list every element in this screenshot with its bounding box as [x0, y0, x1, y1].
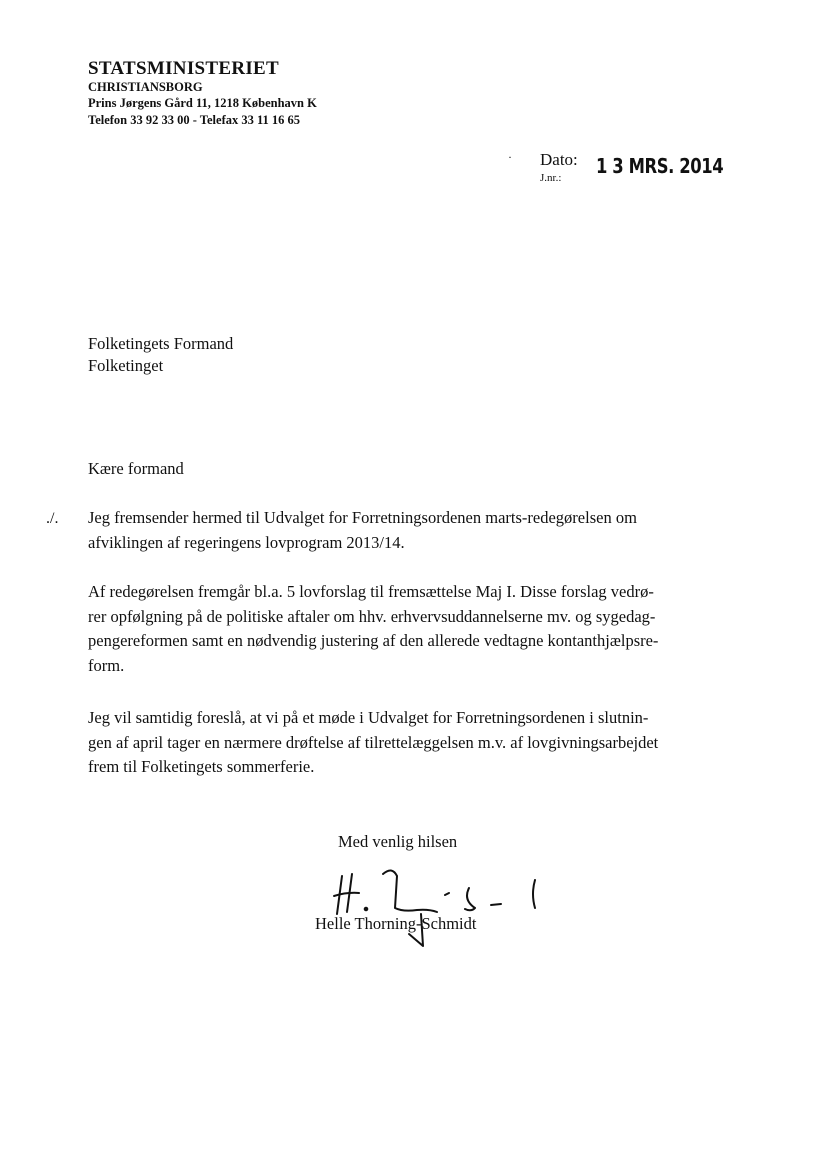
dot-mark: ·	[508, 150, 512, 164]
body-paragraph-3	[88, 706, 698, 780]
organization-address: Prins Jørgens Gård 11, 1218 København K	[88, 96, 317, 110]
date-label: Dato:	[540, 150, 578, 169]
paragraph-line: form.	[88, 655, 125, 675]
enclosure-mark: ./.	[46, 510, 59, 527]
organization-phone: Telefon 33 92 33 00 - Telefax 33 11 16 65	[88, 113, 301, 127]
paragraph-line: pengereformen samt en nødvendig justering af den allerede vedtagne kontanthjælpsre-	[88, 631, 659, 650]
closing-greeting: Med venlig hilsen	[338, 832, 458, 851]
journal-number-label: J.nr.:	[540, 172, 562, 184]
handwritten-signature	[325, 862, 555, 982]
paragraph-line: frem til Folketingets sommerferie.	[88, 757, 315, 776]
paragraph-line: rer opfølgning på de politiske aftaler om hhv. erhvervsuddannelserne mv. og sygedag-	[88, 606, 656, 626]
paragraph-line: Af redegørelsen fremgår bl.a. 5 lovforslag til fremsættelse Maj I. Disse forslag vedrø-	[88, 582, 654, 601]
date-stamp: 1 3 MRS. 2014	[596, 154, 724, 178]
salutation: Kære formand	[88, 459, 184, 478]
organization-location: CHRISTIANSBORG	[88, 80, 203, 94]
paragraph-line: Jeg vil samtidig foreslå, at vi på et møde i Udvalget for Forretningsordenen i slutnin-	[88, 708, 649, 727]
signer-name: Helle Thorning-Schmidt	[315, 914, 477, 933]
recipient-title: Folketingets Formand	[88, 334, 234, 353]
body-paragraph-2	[88, 580, 698, 678]
paragraph-line: afviklingen af regeringens lovprogram 2013/14.	[88, 532, 405, 552]
organization-name: STATSMINISTERIET	[88, 58, 279, 79]
paragraph-line: gen af april tager en nærmere drøftelse af tilrettelæggelsen m.v. af lovgivningsarbejdet	[88, 732, 659, 752]
paragraph-line: Jeg fremsender hermed til Udvalget for Forretningsordenen marts-redegørelsen om	[88, 508, 637, 527]
body-paragraph-1	[88, 506, 698, 555]
recipient-institution: Folketinget	[88, 356, 164, 375]
